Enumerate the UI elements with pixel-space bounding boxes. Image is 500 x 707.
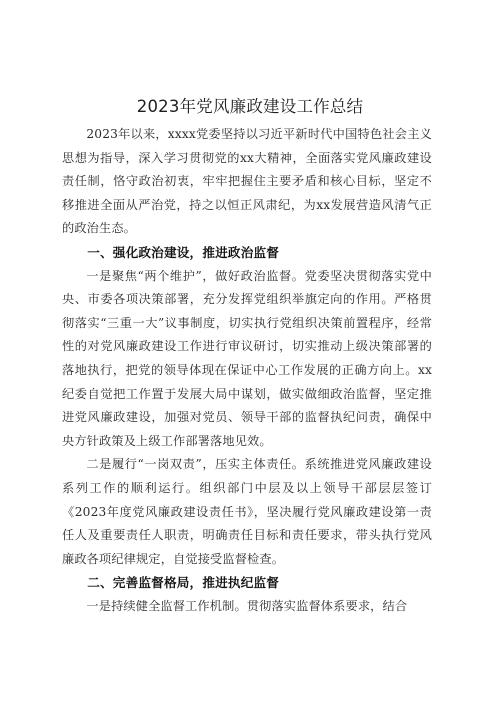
section-2-paragraph-1: 一是持续健全监督工作机制。贯彻落实监督体系要求，结合 <box>86 598 408 613</box>
document-body <box>62 123 432 618</box>
document-title: 2023年党风廉政建设工作总结 <box>136 97 364 116</box>
section-1-paragraph-1: 一是聚焦“两个维护”，做好政治监督。党委坚决贯彻落实党中央、市委各项决策部署，充分发挥党组织举旗定向的作用。严格贯彻落实“三重一大”议事制度，切实执行党组织决策前置程序，经常性的对党风廉政建设工作进行审议研讨，切实推动上级决策部署的落地执行，把党的领导体现在保证中心工作发展的正确方向上。xx纪委自觉把工作置于发展大局中谋划，做实做细政治监督，坚定推进党风廉政建设，加强对党员、领导干部的监督执纪问责，确保中央方针政策及上级工作部署落地见效。 <box>62 268 432 448</box>
section-2-heading: 二、完善监督格局，推进执纪监督 <box>87 575 280 591</box>
section-1-heading: 一、强化政治建设，推进政治监督 <box>87 244 280 260</box>
intro-paragraph: 2023年以来，xxxx党委坚持以习近平新时代中国特色社会主义思想为指导，深入学习贯彻党的xx大精神，全面落实党风廉政建设责任制，恪守政治初衷，牢牢把握住主要矛盾和核心目标，坚定不移推进全面从严治党，持之以恒正风肃纪，为xx发展营造风清气正的政治生态。 <box>62 127 432 236</box>
section-1-paragraph-2: 二是履行“一岗双责”，压实主体责任。系统推进党风廉政建设系列工作的顺利运行。组织部门中层及以上领导干部层层签订《2023年度党风廉政建设责任书》，坚决履行党风廉政建设第一责任人及重要责任人职责，明确责任目标和责任要求，带头执行党风廉政各项纪律规定，自觉接受监督检查。 <box>62 457 432 566</box>
